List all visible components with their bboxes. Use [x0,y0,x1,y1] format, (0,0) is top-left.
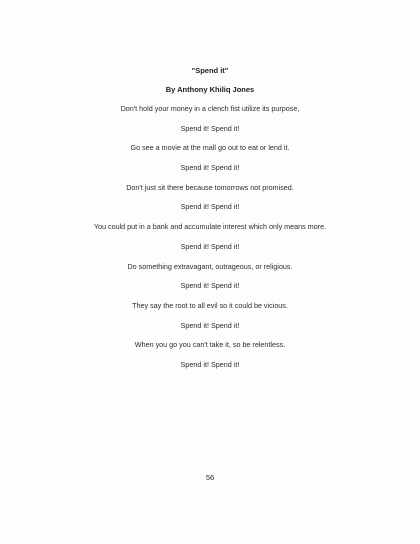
poem-line: Spend it! Spend it! [180,202,240,212]
poem-line: Do something extravagant, outrageous, or religious. [127,261,293,271]
poem-line: Spend it! Spend it! [180,241,240,251]
poem-line: When you go you can't take it, so be relentless. [134,340,286,350]
poem-line: Spend it! Spend it! [180,281,240,291]
poem-line: Spend it! Spend it! [180,359,240,369]
poem-line: They say the root to all evil so it could be vicious. [132,300,288,310]
poem-line: Don't hold your money in a clench fist utilize its purpose, [120,104,300,113]
poem-lines [0,104,420,370]
poem-line: You could put in a bank and accumulate interest which only means more. [93,222,327,232]
poem-line: Spend it! Spend it! [180,163,240,173]
poem-line: Go see a movie at the mall go out to eat or lend it. [130,143,290,153]
page-number: 56 [205,473,215,482]
poem-line: Don't just sit there because tomorrows not promised. [126,182,294,192]
poem-title: "Spend it" [191,66,229,75]
poem-line: Spend it! Spend it! [180,320,240,330]
poem-line: Spend it! Spend it! [180,123,240,133]
poem [0,66,420,380]
poem-author: By Anthony Khiliq Jones [165,85,255,94]
